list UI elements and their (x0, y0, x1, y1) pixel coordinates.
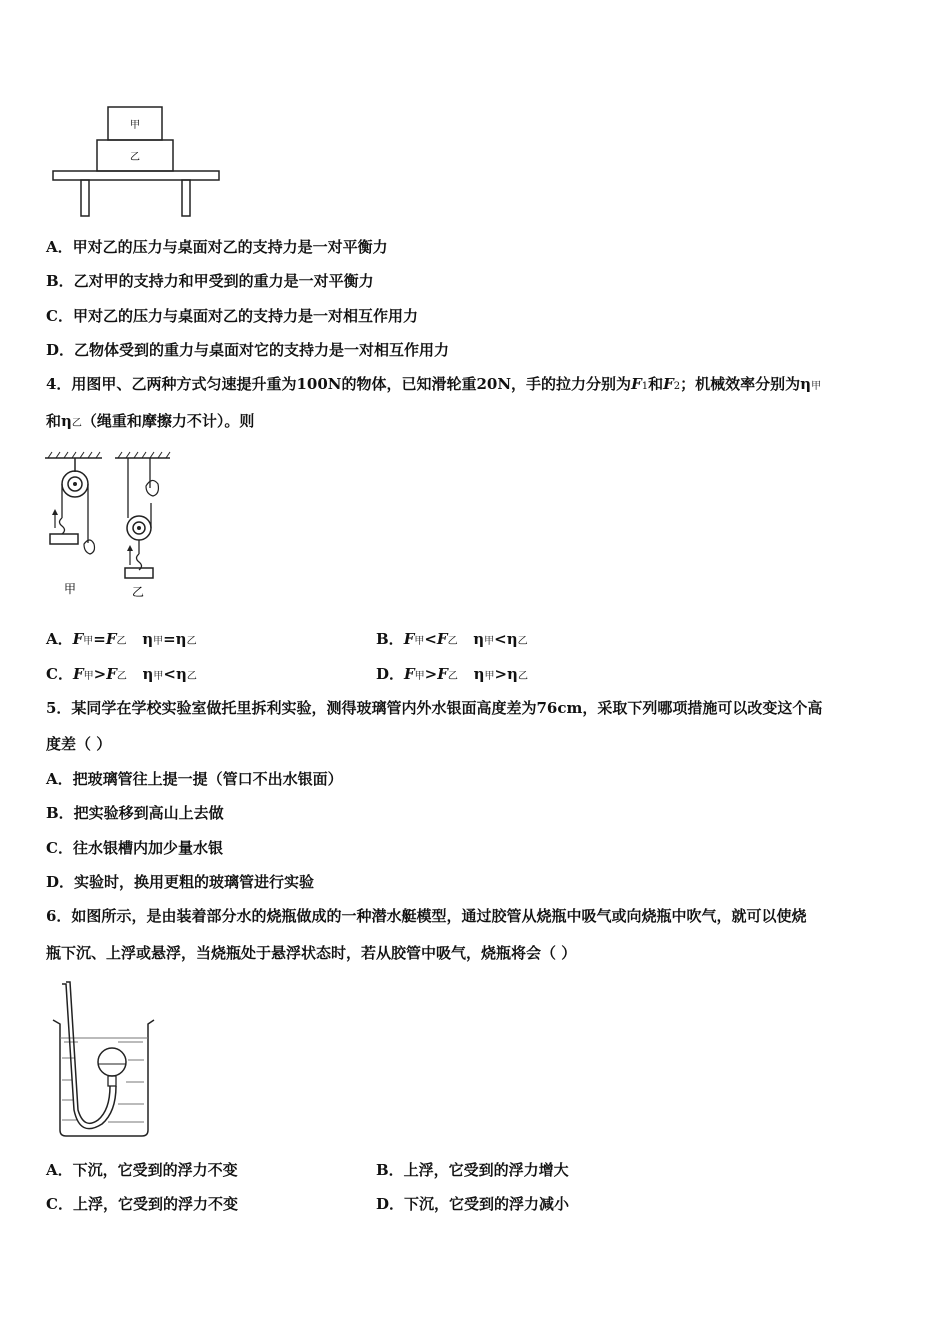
q5-stem-line1: 5．某同学在学校实验室做托里拆利实验，测得玻璃管内外水银面高度差为76cm，采取下列哪项措施可以改变这个高 (46, 699, 823, 717)
q6-option-a[interactable]: A．下沉，它受到的浮力不变 (46, 1161, 238, 1179)
q5-option-c[interactable]: C．往水银槽内加少量水银 (46, 839, 223, 857)
q4-stem-line1: 4．用图甲、乙两种方式匀速提升重为100N的物体，已知滑轮重20N，手的拉力分别为F1和F2；机械效率分别为η甲 (46, 375, 822, 393)
q4-option-b[interactable]: B．F甲<F乙 η甲<η乙 (376, 630, 528, 648)
q6-stem-line1: 6．如图所示，是由装着部分水的烧瓶做成的一种潜水艇模型，通过胶管从烧瓶中吸气或向烧瓶中吹气，就可以使烧 (46, 907, 807, 925)
q3-option-b[interactable]: B．乙对甲的支持力和甲受到的重力是一对平衡力 (46, 272, 374, 290)
pulley-figure (40, 448, 190, 606)
q4-stem-line2: 和η乙（绳重和摩擦力不计）。则 (46, 412, 255, 430)
q6-option-c[interactable]: C．上浮，它受到的浮力不变 (46, 1195, 238, 1213)
q3-option-a[interactable]: A．甲对乙的压力与桌面对乙的支持力是一对平衡力 (46, 238, 388, 256)
q3-option-c[interactable]: C．甲对乙的压力与桌面对乙的支持力是一对相互作用力 (46, 307, 418, 325)
q5-option-d[interactable]: D．实验时，换用更粗的玻璃管进行实验 (46, 873, 315, 891)
q4-option-c[interactable]: C．F甲>F乙 η甲<η乙 (46, 665, 197, 683)
block-yi-label: 乙 (130, 152, 140, 163)
q6-option-d[interactable]: D．下沉，它受到的浮力减小 (376, 1195, 570, 1213)
q5-option-b[interactable]: B．把实验移到高山上去做 (46, 804, 224, 822)
q5-stem-line2: 度差（ ） (46, 735, 112, 753)
q3-option-d[interactable]: D．乙物体受到的重力与桌面对它的支持力是一对相互作用力 (46, 341, 450, 359)
submarine-model-figure (48, 980, 160, 1140)
q4-option-a[interactable]: A．F甲=F乙 η甲=η乙 (46, 630, 197, 648)
blocks-on-table-figure (50, 105, 225, 220)
q6-option-b[interactable]: B．上浮，它受到的浮力增大 (376, 1161, 569, 1179)
pulley-label-yi: 乙 (131, 585, 145, 599)
q6-stem-line2: 瓶下沉、上浮或悬浮，当烧瓶处于悬浮状态时，若从胶管中吸气，烧瓶将会（ ） (46, 944, 577, 962)
block-jia-label: 甲 (130, 120, 140, 131)
q4-option-d[interactable]: D．F甲>F乙 η甲>η乙 (376, 665, 528, 683)
pulley-label-jia: 甲 (63, 582, 77, 596)
q5-option-a[interactable]: A．把玻璃管往上提一提（管口不出水银面） (46, 770, 343, 788)
